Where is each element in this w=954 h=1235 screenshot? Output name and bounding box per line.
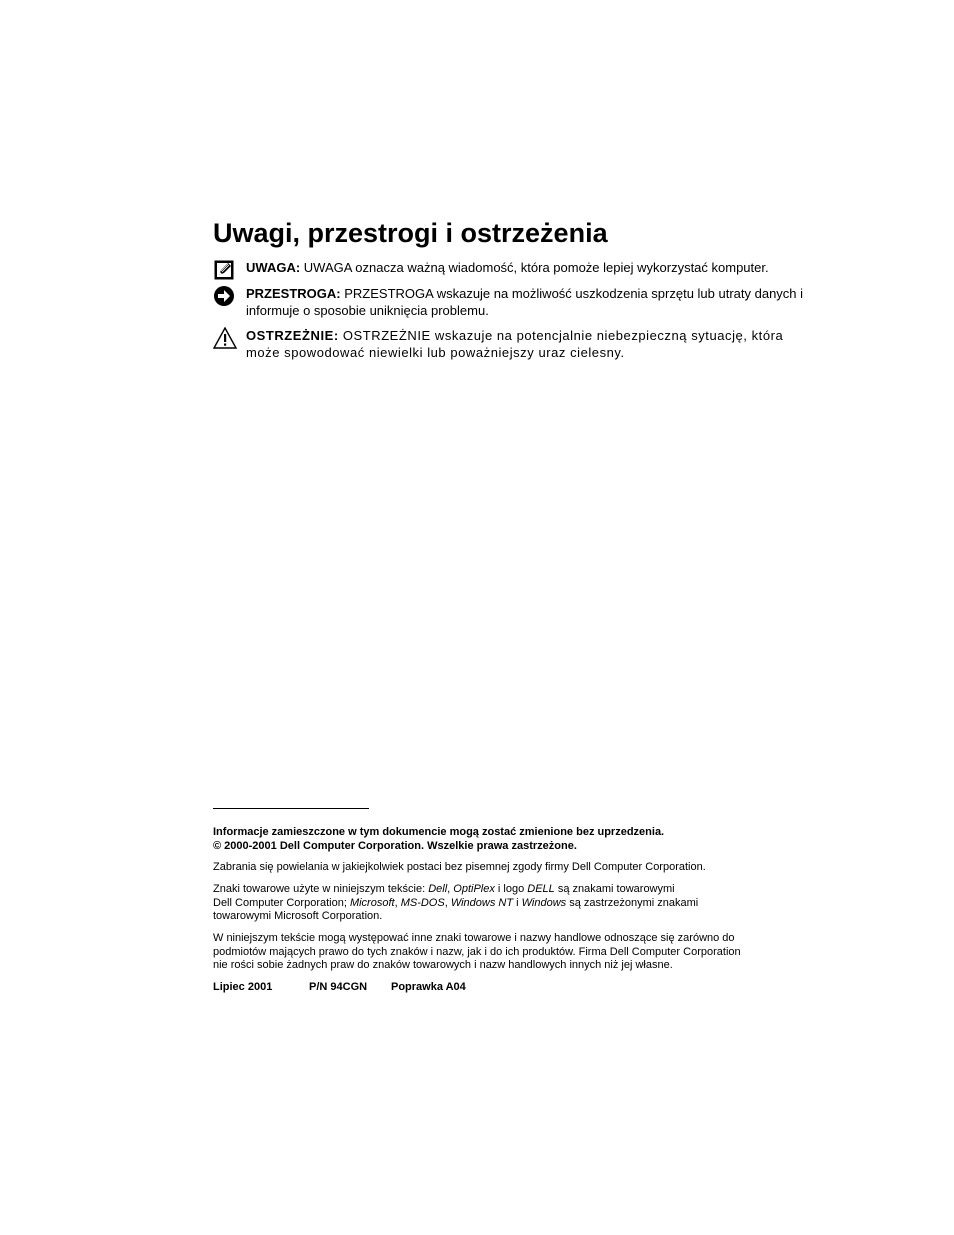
trademarks-text: Znaki towarowe użyte w niniejszym tekście: (213, 883, 429, 895)
warning-body: OSTRZEŻNIE wskazuje na potencjalnie niebezpieczną sytuację, która może spowodować niewielki lub poważniejszy uraz cielesny. (246, 328, 784, 360)
trademark-windows: Windows (521, 896, 567, 909)
trademark-msdos: MS-DOS (400, 896, 445, 909)
publication-info (213, 981, 823, 995)
note-notice (213, 259, 813, 276)
publication-date: Lipiec 2001 (213, 981, 273, 993)
other-marks-line-2: podmiotów mających prawo do tych znaków i nazw, jak i do ich produktów. Firma Dell Computer Corporation (213, 945, 741, 958)
other-marks-line-1: W niniejszym tekście mogą występować inne znaki towarowe i nazwy handlowe odnoszące się zarówno do (213, 932, 735, 944)
warning-text (246, 327, 813, 361)
warning-notice (213, 327, 813, 361)
trademarks-text: Dell Computer Corporation; (213, 896, 350, 909)
trademark-dell-logo: DELL (527, 883, 555, 895)
trademarks-text: i logo (494, 883, 528, 895)
trademarks-text: są znakami towarowymi (554, 883, 675, 895)
trademarks-text: , (394, 896, 401, 909)
caution-text (246, 285, 813, 319)
footer-divider (213, 808, 369, 809)
trademark-dell: Dell (428, 883, 448, 895)
other-trademarks-paragraph (213, 932, 823, 973)
caution-arrow-icon (213, 285, 235, 307)
info-line-1: Informacje zamieszczone w tym dokumencie mogą zostać zmienione bez uprzedzenia. (213, 826, 665, 838)
trademarks-text: , (447, 883, 454, 895)
caution-notice (213, 285, 813, 319)
copyright-line: © 2000-2001 Dell Computer Corporation. Wszelkie prawa zastrzeżone. (213, 839, 577, 852)
trademark-optiplex: OptiPlex (453, 883, 495, 895)
note-pencil-icon (213, 259, 235, 281)
reproduction-notice: Zabrania się powielania w jakiejkolwiek postaci bez pisemnej zgody firmy Dell Computer Corporation. (213, 861, 706, 873)
trademarks-paragraph (213, 883, 823, 924)
other-marks-line-3: nie rości sobie żadnych praw do znaków towarowych i nazw handlowych innych niż jej własne. (213, 959, 673, 971)
trademark-windows-nt: Windows NT (450, 896, 514, 909)
caution-label: PRZESTROGA: (246, 286, 341, 301)
warning-label: OSTRZEŻNIE: (246, 328, 339, 343)
trademarks-text: i (513, 896, 522, 909)
note-body: UWAGA oznacza ważną wiadomość, która pomoże lepiej wykorzystać komputer. (300, 260, 769, 275)
part-number: P/N 94CGN (309, 981, 368, 993)
caution-body: PRZESTROGA wskazuje na możliwość uszkodzenia sprzętu lub utraty danych i informuje o sposobie uniknięcia problemu. (246, 286, 804, 318)
warning-triangle-icon (213, 327, 235, 349)
info-notice (213, 826, 823, 853)
trademark-microsoft: Microsoft (349, 896, 395, 909)
trademarks-text: towarowymi Microsoft Corporation. (213, 910, 383, 922)
revision: Poprawka A04 (391, 981, 466, 993)
note-label: UWAGA: (246, 260, 301, 275)
page-title: Uwagi, przestrogi i ostrzeżenia (213, 218, 608, 248)
note-text (246, 259, 813, 276)
trademarks-text: , (444, 896, 451, 909)
trademarks-text: są zastrzeżonymi znakami (566, 896, 699, 909)
